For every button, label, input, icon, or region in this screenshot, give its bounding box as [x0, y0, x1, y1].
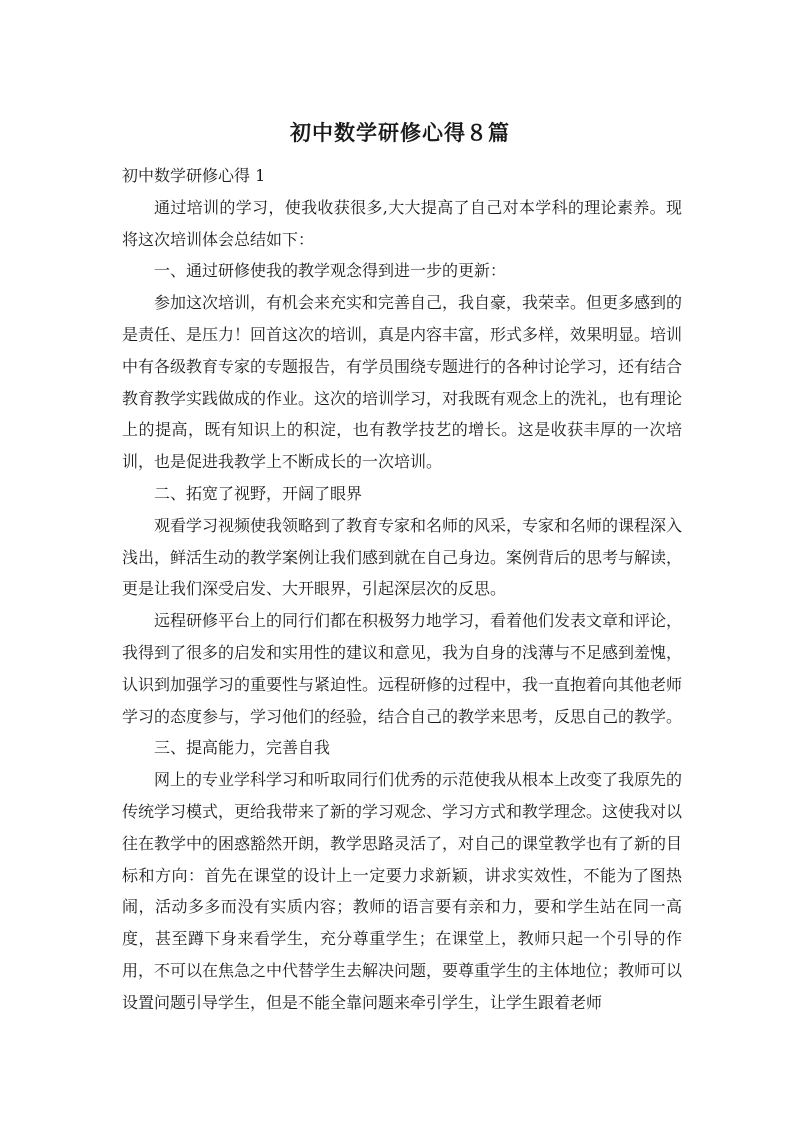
- paragraph-section-1: 参加这次培训，有机会来充实和完善自己，我自豪，我荣幸。但更多感到的是责任、是压力！回首这次的培训，真是内容丰富，形式多样，效果明显。培训中有各级教育专家的专题报告，有学员围绕专题进行的各种讨论学习，还有结合教育教学实践做成的作业。这次的培训学习，对我既有观念上的洗礼，也有理论上的提高，既有知识上的积淀，也有教学技艺的增长。这是收获丰厚的一次培训，也是促进我教学上不断成长的一次培训。: [122, 293, 683, 472]
- paragraph-section-2a: 观看学习视频使我领略到了教育专家和名师的风采，专家和名师的课程深入浅出，鲜活生动的教学案例让我们感到就在自己身边。案例背后的思考与解读，更是让我们深受启发、大开眼界，引起深层次的反思。: [122, 515, 683, 599]
- heading-section-1: 一、通过研修使我的教学观念得到进一步的更新：: [154, 261, 507, 281]
- page-title: 初中数学研修心得８篇: [290, 121, 510, 145]
- section-subtitle: 初中数学研修心得 1: [122, 166, 266, 185]
- heading-section-3: 三、提高能力，完善自我: [154, 738, 331, 758]
- document-body: [122, 160, 682, 1019]
- heading-section-2: 二、拓宽了视野，开阔了眼界: [154, 483, 363, 503]
- paragraph-section-3: 网上的专业学科学习和听取同行们优秀的示范使我从根本上改变了我原先的传统学习模式，更给我带来了新的学习观念、学习方式和教学理念。这使我对以往在教学中的困惑豁然开朗，教学思路灵活了，对自己的课堂教学也有了新的目标和方向：首先在课堂的设计上一定要力求新颖，讲求实效性，不能为了图热闹，活动多多而没有实质内容；教师的语言要有亲和力，要和学生站在同一高度，甚至蹲下身来看学生，充分尊重学生；在课堂上，教师只起一个引导的作用，不可以在焦急之中代替学生去解决问题，要尊重学生的主体地位；教师可以设置问题引导学生，但是不能全靠问题来牵引学生，让学生跟着老师: [122, 770, 683, 1012]
- paragraph-intro: 通过培训的学习，使我收获很多,大大提高了自己对本学科的理论素养。现将这次培训体会总结如下：: [122, 197, 682, 249]
- paragraph-section-2b: 远程研修平台上的同行们都在积极努力地学习，看着他们发表文章和评论，我得到了很多的启发和实用性的建议和意见，我为自身的浅薄与不足感到羞愧，认识到加强学习的重要性与紧迫性。远程研修的过程中，我一直抱着向其他老师学习的态度参与，学习他们的经验，结合自己的教学来思考，反思自己的教学。: [122, 611, 683, 726]
